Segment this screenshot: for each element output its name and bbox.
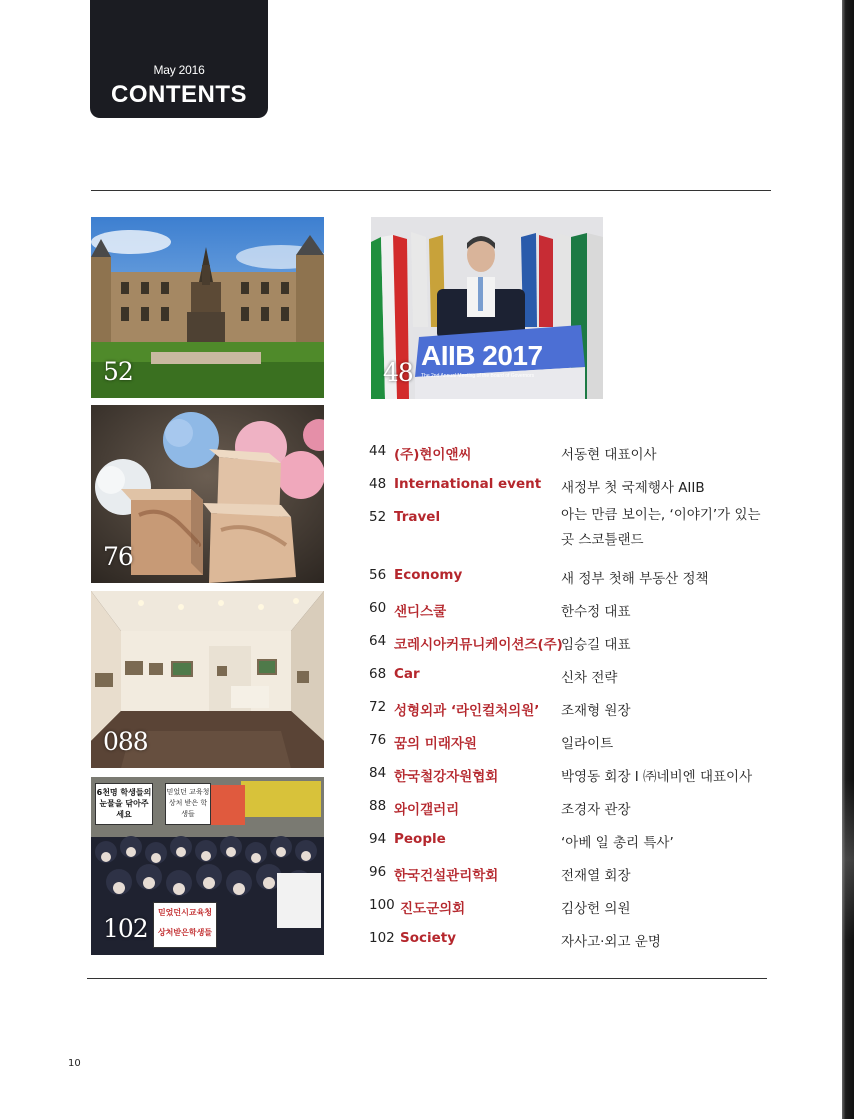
page-edge-shadow [842,0,854,1119]
toc-page: 52 [369,509,387,525]
toc-item[interactable] [369,509,789,567]
toc-desc: 전재열 회장 [561,868,631,884]
toc-desc: 서동현 대표이사 [561,447,657,463]
toc-desc: 조재형 원장 [561,703,631,719]
toc-desc: 조경자 관장 [561,802,631,818]
photo-page-number: 088 [103,727,148,756]
toc-page: 88 [369,798,387,814]
toc-item[interactable] [369,831,789,864]
toc-item[interactable] [369,798,789,831]
toc-page: 48 [369,476,387,492]
protest-sign-3-line-2: 상처받은학생들 [157,928,213,937]
toc-section: 코레시아커뮤니케이션즈(주) [394,637,563,653]
toc-item[interactable] [369,699,789,732]
toc-page: 100 [369,897,395,913]
toc-section: Economy [394,567,463,583]
toc-section: (주)현이앤씨 [394,447,472,463]
toc-section: Travel [394,509,441,525]
toc-item[interactable] [369,864,789,897]
toc-section: 꿈의 미래자원 [394,736,477,752]
photo-page-number: 52 [103,357,133,386]
protest-sign-3 [153,902,217,948]
toc-desc: 아는 만큼 보이는, ‘이야기’가 있는 곳 스코틀랜드 [561,507,761,548]
top-divider [91,190,771,191]
toc-item[interactable] [369,897,789,930]
photo-page-number: 102 [103,914,148,943]
toc-desc: 신차 전략 [561,670,618,686]
soap-photo[interactable] [91,405,324,583]
toc-page: 60 [369,600,387,616]
protest-sign-1-text: 6천명 학생들의 눈물을 닦아주세요 [96,788,152,819]
protest-sign-1 [95,783,153,825]
toc-item[interactable] [369,600,789,633]
toc-page: 44 [369,443,387,459]
protest-photo[interactable] [91,777,324,955]
toc-list [369,443,789,963]
toc-page: 102 [369,930,395,946]
gallery-photo[interactable] [91,591,324,768]
toc-section: 성형외과 ‘라인컬처의원’ [394,703,540,719]
toc-section: 샌디스쿨 [394,604,447,620]
toc-section: Society [400,930,457,946]
protest-sign-2-text: 믿었던 교육청 상처 받은 학생들 [166,788,210,818]
toc-desc: 한수정 대표 [561,604,631,620]
toc-item[interactable] [369,765,789,798]
protest-sign-2 [165,783,211,825]
toc-desc: 새 정부 첫해 부동산 정책 [561,571,709,587]
toc-page: 76 [369,732,387,748]
photo-page-number: 48 [383,358,413,387]
toc-desc: 일라이트 [561,736,614,752]
contents-title: CONTENTS [111,81,247,108]
toc-desc: 새정부 첫 국제행사 AIIB [561,480,705,496]
toc-desc: ‘아베 일 총리 특사’ [561,835,674,851]
toc-desc: 자사고·외고 운명 [561,934,661,950]
toc-page: 72 [369,699,387,715]
toc-section: Car [394,666,420,682]
toc-item[interactable] [369,443,789,476]
toc-page: 84 [369,765,387,781]
aiib-banner-subtitle: The 2nd Annual Meeting of the Board of Governors [421,373,535,379]
toc-section: 진도군의회 [400,901,466,917]
toc-section: 한국건설관리학회 [394,868,499,884]
travel-photo[interactable] [91,217,324,398]
toc-page: 56 [369,567,387,583]
protest-sign-3-line-1: 믿었던시교육청 [157,908,213,917]
issue-date: May 2016 [153,63,205,77]
toc-section: People [394,831,446,847]
toc-item[interactable] [369,930,789,963]
photo-page-number: 76 [103,542,133,571]
aiib-banner-title: AIIB 2017 [421,340,543,371]
page-number: 10 [68,1058,81,1069]
toc-desc: 김상헌 의원 [561,901,631,917]
page-edge-glint [842,780,854,940]
toc-section: 한국철강자원협회 [394,769,499,785]
featured-photo[interactable] [371,217,603,399]
toc-item[interactable] [369,567,789,600]
toc-item[interactable] [369,732,789,765]
toc-desc: 임승길 대표 [561,637,631,653]
toc-item[interactable] [369,666,789,699]
toc-desc: 박영동 회장 I ㈜네비엔 대표이사 [561,769,753,785]
toc-page: 68 [369,666,387,682]
toc-page: 64 [369,633,387,649]
toc-item[interactable] [369,633,789,666]
bottom-divider [87,978,767,979]
toc-page: 96 [369,864,387,880]
contents-header [90,0,268,118]
toc-page: 94 [369,831,387,847]
toc-section: 와이갤러리 [394,802,460,818]
toc-section: International event [394,476,542,492]
